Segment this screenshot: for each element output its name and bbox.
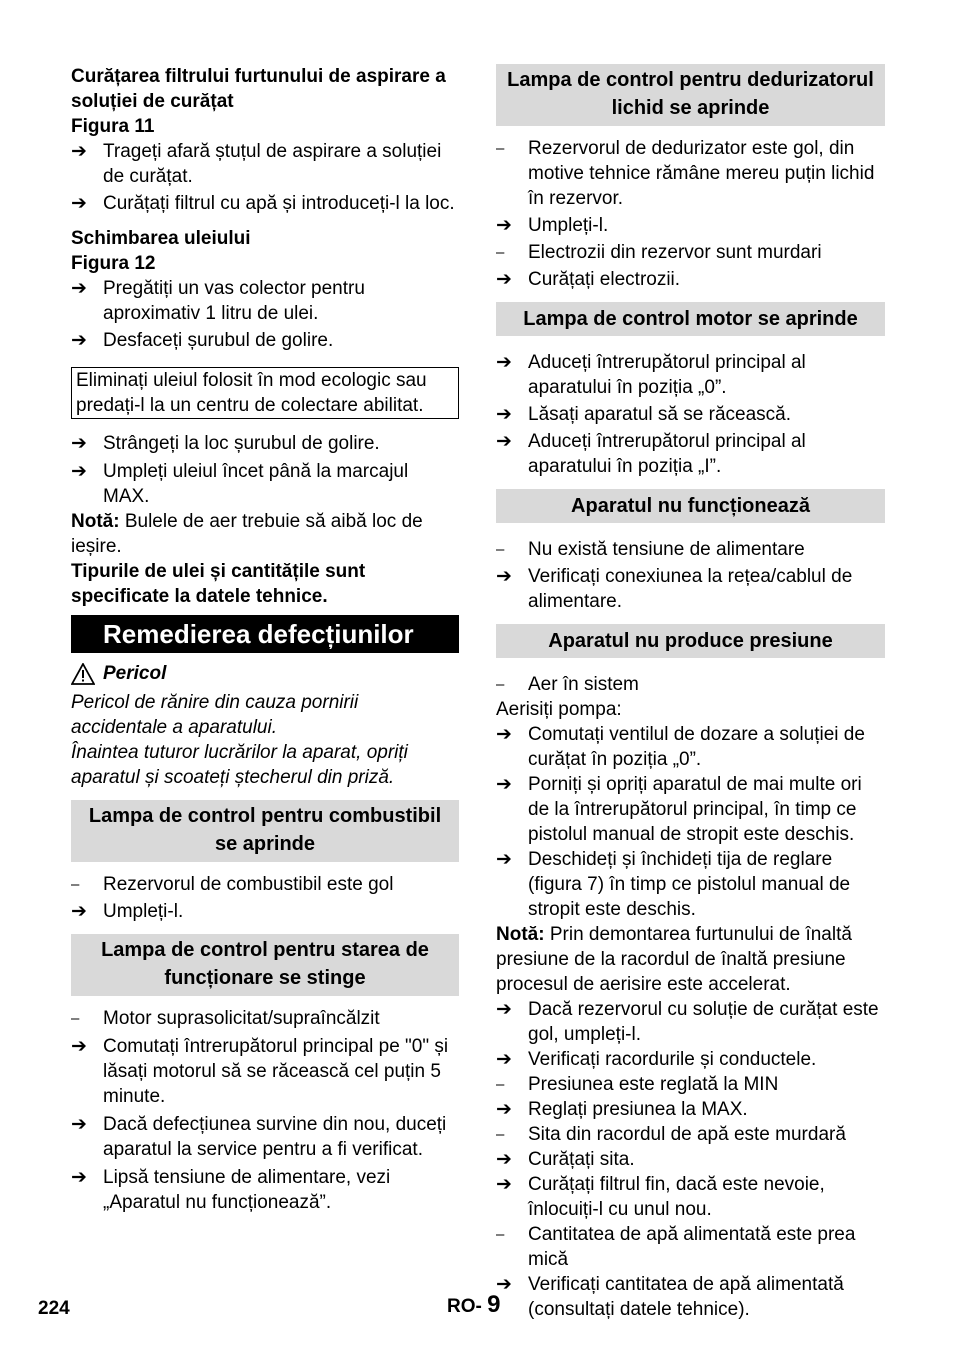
arrow-icon: ➔ xyxy=(496,724,512,745)
page-number: 224 xyxy=(38,1298,70,1319)
arrow-icon: ➔ xyxy=(71,1036,87,1057)
arrow-icon: ➔ xyxy=(496,1274,512,1295)
dash-icon: – xyxy=(71,876,80,893)
heading-not-working: Aparatul nu funcționează xyxy=(496,489,885,523)
list-item: ➔ Umpleți-l. xyxy=(496,215,609,236)
list-item: ➔ Umpleți-l. xyxy=(71,901,184,922)
arrow-icon: ➔ xyxy=(71,461,87,482)
section-title-filter: Curățarea filtrului furtunului de aspirare a soluției de curățat xyxy=(71,66,446,112)
list-item: ➔ Comutați ventilul de dozare a soluției de curățat în poziția „0”. xyxy=(496,724,865,770)
danger-text: Înaintea tuturor lucrărilor la aparat, opriți aparatul și scoateți ștecherul din priză. xyxy=(71,742,408,788)
heading-softener-lamp: Lampa de control pentru dedurizatorul lichid se aprinde xyxy=(496,64,885,126)
arrow-icon: ➔ xyxy=(71,193,87,214)
arrow-icon: ➔ xyxy=(496,849,512,870)
list-item: ➔ Desfaceți șurubul de golire. xyxy=(71,330,334,351)
danger-text: Pericol de rănire din cauza pornirii accidentale a aparatului. xyxy=(71,692,359,738)
dash-icon: – xyxy=(496,1226,505,1243)
language-code: RO- xyxy=(447,1296,482,1317)
note: Notă: Prin demontarea furtunului de înaltă presiune de la racordul de înaltă presiune procesul de aerisire este accelerat. xyxy=(496,924,852,995)
list-item: ➔ Dacă defecțiunea survine din nou, duceți aparatul la service pentru a fi verificat. xyxy=(71,1114,447,1160)
arrow-icon: ➔ xyxy=(496,269,512,290)
heading-no-pressure: Aparatul nu produce presiune xyxy=(496,624,885,658)
note: Notă: Bulele de aer trebuie să aibă loc de ieșire. xyxy=(71,511,423,557)
pressure-list xyxy=(496,997,885,1322)
list-item: – Rezervorul de combustibil este gol xyxy=(71,874,394,895)
list-item: ➔ Lipsă tensiune de alimentare, vezi „Aparatul nu funcționează”. xyxy=(71,1167,391,1213)
list-item: – Presiunea este reglată la MIN xyxy=(496,1074,779,1095)
list-item: – Motor suprasolicitat/supraîncălzit xyxy=(71,1008,380,1029)
list-item: ➔ Umpleți uleiul încet până la marcajul MAX. xyxy=(71,461,409,507)
arrow-icon: ➔ xyxy=(71,1114,87,1135)
right-column xyxy=(496,64,885,1322)
list-item: ➔ Lăsați aparatul să se răcească. xyxy=(496,404,791,425)
arrow-icon: ➔ xyxy=(496,1049,512,1070)
list-item: ➔ Verificați cantitatea de apă alimentată (consultați datele tehnice). xyxy=(496,1274,844,1320)
list-item: ➔ Porniți și opriți aparatul de mai multe ori de la întrerupătorul principal, în timp ce pistolul manual de stropit este deschis. xyxy=(496,774,862,845)
list-item: – Cantitatea de apă alimentată este prea mică xyxy=(496,1224,856,1270)
warning-triangle-icon xyxy=(71,663,95,685)
danger-heading xyxy=(71,661,459,686)
arrow-icon: ➔ xyxy=(496,1149,512,1170)
list-item: ➔ Curățați filtrul cu apă și introduceți-l la loc. xyxy=(71,193,455,214)
heading-motor-lamp: Lampa de control motor se aprinde xyxy=(496,302,885,336)
list-item: ➔ Pregătiți un vas colector pentru aproximativ 1 litru de ulei. xyxy=(71,278,365,324)
arrow-icon: ➔ xyxy=(71,901,87,922)
dash-icon: – xyxy=(71,1010,80,1027)
heading-status-lamp: Lampa de control pentru starea de funcționare se stinge xyxy=(71,934,459,996)
list-item: ➔ Curățați sita. xyxy=(496,1149,635,1170)
bleed-pump-text: Aerisiți pompa: xyxy=(496,699,622,720)
arrow-icon: ➔ xyxy=(71,433,87,454)
list-item: ➔ Verificați racordurile și conductele. xyxy=(496,1049,817,1070)
list-item: – Rezervorul de dedurizator este gol, din motive tehnice rămâne mereu puțin lichid în rezervor. xyxy=(496,138,875,209)
list-item: ➔ Reglați presiunea la MAX. xyxy=(496,1099,748,1120)
arrow-icon: ➔ xyxy=(496,774,512,795)
list-item: – Aer în sistem xyxy=(496,674,639,695)
left-column xyxy=(71,64,459,1215)
arrow-icon: ➔ xyxy=(71,278,87,299)
arrow-icon: ➔ xyxy=(496,404,512,425)
list-item: ➔ Comutați întrerupătorul principal pe "0" și lăsați motorul să se răcească cel puțin 5 minute. xyxy=(71,1036,449,1107)
list-item: – Nu există tensiune de alimentare xyxy=(496,539,805,560)
list-item: ➔ Verificați conexiunea la rețea/cablul de alimentare. xyxy=(496,566,853,612)
list-item: – Electrozii din rezervor sunt murdari xyxy=(496,242,822,263)
section-number: 9 xyxy=(487,1291,501,1318)
arrow-icon: ➔ xyxy=(496,1174,512,1195)
arrow-icon: ➔ xyxy=(71,141,87,162)
section-footer xyxy=(447,1292,500,1319)
list-item: ➔ Deschideți și închideți tija de reglare (figura 7) în timp ce pistolul manual de stropit este deschis. xyxy=(496,849,851,920)
arrow-icon: ➔ xyxy=(496,566,512,587)
list-item: ➔ Trageți afară ștuțul de aspirare a soluției de curățat. xyxy=(71,141,442,187)
main-section-title: Remedierea defecțiunilor xyxy=(71,615,459,653)
list-item: ➔ Strângeți la loc șurubul de golire. xyxy=(71,433,380,454)
arrow-icon: ➔ xyxy=(71,330,87,351)
dash-icon: – xyxy=(496,541,505,558)
arrow-icon: ➔ xyxy=(496,999,512,1020)
figure-ref: Figura 12 xyxy=(71,253,156,274)
list-item: ➔ Aduceți întrerupătorul principal al aparatului în poziția „I”. xyxy=(496,431,806,477)
oil-spec-note: Tipurile de ulei și cantitățile sunt specificate la datele tehnice. xyxy=(71,561,366,607)
arrow-icon: ➔ xyxy=(496,431,512,452)
arrow-icon: ➔ xyxy=(496,215,512,236)
dash-icon: – xyxy=(496,676,505,693)
list-item: ➔ Dacă rezervorul cu soluție de curățat este gol, umpleți-l. xyxy=(496,999,879,1045)
dash-icon: – xyxy=(496,140,505,157)
list-item: ➔ Curățați electrozii. xyxy=(496,269,681,290)
dash-icon: – xyxy=(496,244,505,261)
danger-label: Pericol xyxy=(103,663,167,684)
figure-ref: Figura 11 xyxy=(71,116,155,137)
notice-box: Eliminați uleiul folosit în mod ecologic sau predați-l la un centru de colectare abilitat. xyxy=(71,367,459,419)
dash-icon: – xyxy=(496,1076,505,1093)
list-item: ➔ Curățați filtrul fin, dacă este nevoie, înlocuiți-l cu unul nou. xyxy=(496,1174,825,1220)
arrow-icon: ➔ xyxy=(496,352,512,373)
section-title-oil: Schimbarea uleiului xyxy=(71,228,251,249)
list-item: ➔ Aduceți întrerupătorul principal al aparatului în poziția „0”. xyxy=(496,352,806,398)
list-item: – Sita din racordul de apă este murdară xyxy=(496,1124,846,1145)
heading-fuel-lamp: Lampa de control pentru combustibil se aprinde xyxy=(71,800,459,862)
arrow-icon: ➔ xyxy=(71,1167,87,1188)
arrow-icon: ➔ xyxy=(496,1099,512,1120)
dash-icon: – xyxy=(496,1126,505,1143)
